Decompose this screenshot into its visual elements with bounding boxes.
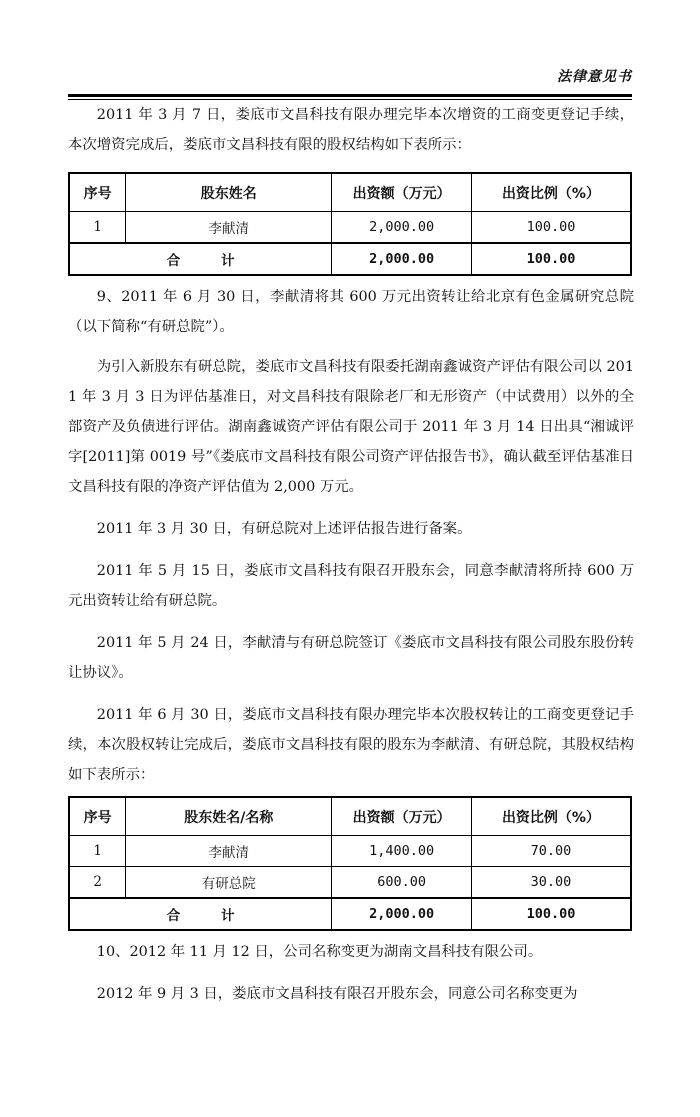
cell-no: 1 (69, 212, 126, 244)
equity-table-1 (68, 172, 632, 276)
col-header-name: 股东姓名/名称 (126, 797, 332, 836)
col-header-no: 序号 (69, 173, 126, 212)
total-ratio: 100.00 (471, 898, 631, 930)
paragraph-4: 2011 年 3 月 30 日，有研总院对上述评估报告进行备案。 (96, 521, 472, 537)
paragraph-8: 10、2012 年 11 月 12 日，公司名称变更为湖南文昌科技有限公司。 (96, 944, 543, 960)
col-header-amount: 出资额（万元） (332, 797, 472, 836)
col-header-ratio: 出资比例（%） (471, 797, 631, 836)
paragraph-3: 为引入新股东有研总院，娄底市文昌科技有限委托湖南鑫诚资产评估有限公司以 2011 年 3 月 3 日为评估基准日，对文昌科技有限除老厂和无形资产（中试费用）以外的全部资产及负债进行评估。湖南鑫诚资产评估有限公司于 2011 年 3 月 14 日出具“湘诚评字[2011]第 0019 号”《娄底市文昌科技有限公司资产评估报告书》，确认截至评估基准日文昌科技有限的净资产评估值为 2,000 万元。 (68, 359, 634, 495)
cell-amount: 1,400.00 (332, 836, 472, 867)
equity-table-2 (68, 796, 632, 931)
cell-amount: 2,000.00 (332, 212, 472, 244)
total-label (69, 898, 332, 930)
total-label-text: 合 计 (166, 253, 253, 269)
cell-ratio: 30.00 (471, 867, 631, 899)
table-total-row (69, 898, 631, 930)
table-row (69, 212, 631, 244)
cell-no: 2 (69, 867, 126, 899)
header-rule-thick (68, 94, 632, 97)
table-row (69, 867, 631, 899)
total-ratio: 100.00 (471, 243, 631, 275)
document-header-title: 法律意见书 (557, 69, 632, 85)
col-header-no: 序号 (69, 797, 126, 836)
table-header-row (69, 173, 631, 212)
col-header-name: 股东姓名 (126, 173, 332, 212)
cell-no: 1 (69, 836, 126, 867)
cell-name: 有研总院 (126, 867, 332, 899)
paragraph-7: 2011 年 6 月 30 日，娄底市文昌科技有限办理完毕本次股权转让的工商变更登记手续，本次股权转让完成后，娄底市文昌科技有限的股东为李献清、有研总院，其股权结构如下表所示： (68, 707, 634, 783)
total-amount: 2,000.00 (332, 898, 472, 930)
col-header-amount: 出资额（万元） (332, 173, 472, 212)
document-body (68, 100, 634, 1021)
total-label-text: 合 计 (166, 908, 253, 924)
table-row (69, 836, 631, 867)
col-header-ratio: 出资比例（%） (471, 173, 631, 212)
paragraph-6: 2011 年 5 月 24 日，李献清与有研总院签订《娄底市文昌科技有限公司股东股份转让协议》。 (68, 635, 634, 681)
total-amount: 2,000.00 (332, 243, 472, 275)
table-total-row (69, 243, 631, 275)
cell-amount: 600.00 (332, 867, 472, 899)
table-header-row (69, 797, 631, 836)
cell-ratio: 70.00 (471, 836, 631, 867)
cell-name: 李献清 (126, 836, 332, 867)
paragraph-1: 2011 年 3 月 7 日，娄底市文昌科技有限办理完毕本次增资的工商变更登记手续，本次增资完成后，娄底市文昌科技有限的股权结构如下表所示： (68, 107, 634, 153)
paragraph-9: 2012 年 9 月 3 日，娄底市文昌科技有限召开股东会，同意公司名称变更为 (96, 986, 578, 1002)
total-label (69, 243, 332, 275)
paragraph-2: 9、2011 年 6 月 30 日，李献清将其 600 万元出资转让给北京有色金属研究总院（以下简称“有研总院”）。 (68, 289, 634, 335)
paragraph-5: 2011 年 5 月 15 日，娄底市文昌科技有限召开股东会，同意李献清将所持 600 万元出资转让给有研总院。 (68, 563, 634, 609)
cell-ratio: 100.00 (471, 212, 631, 244)
cell-name: 李献清 (126, 212, 332, 244)
